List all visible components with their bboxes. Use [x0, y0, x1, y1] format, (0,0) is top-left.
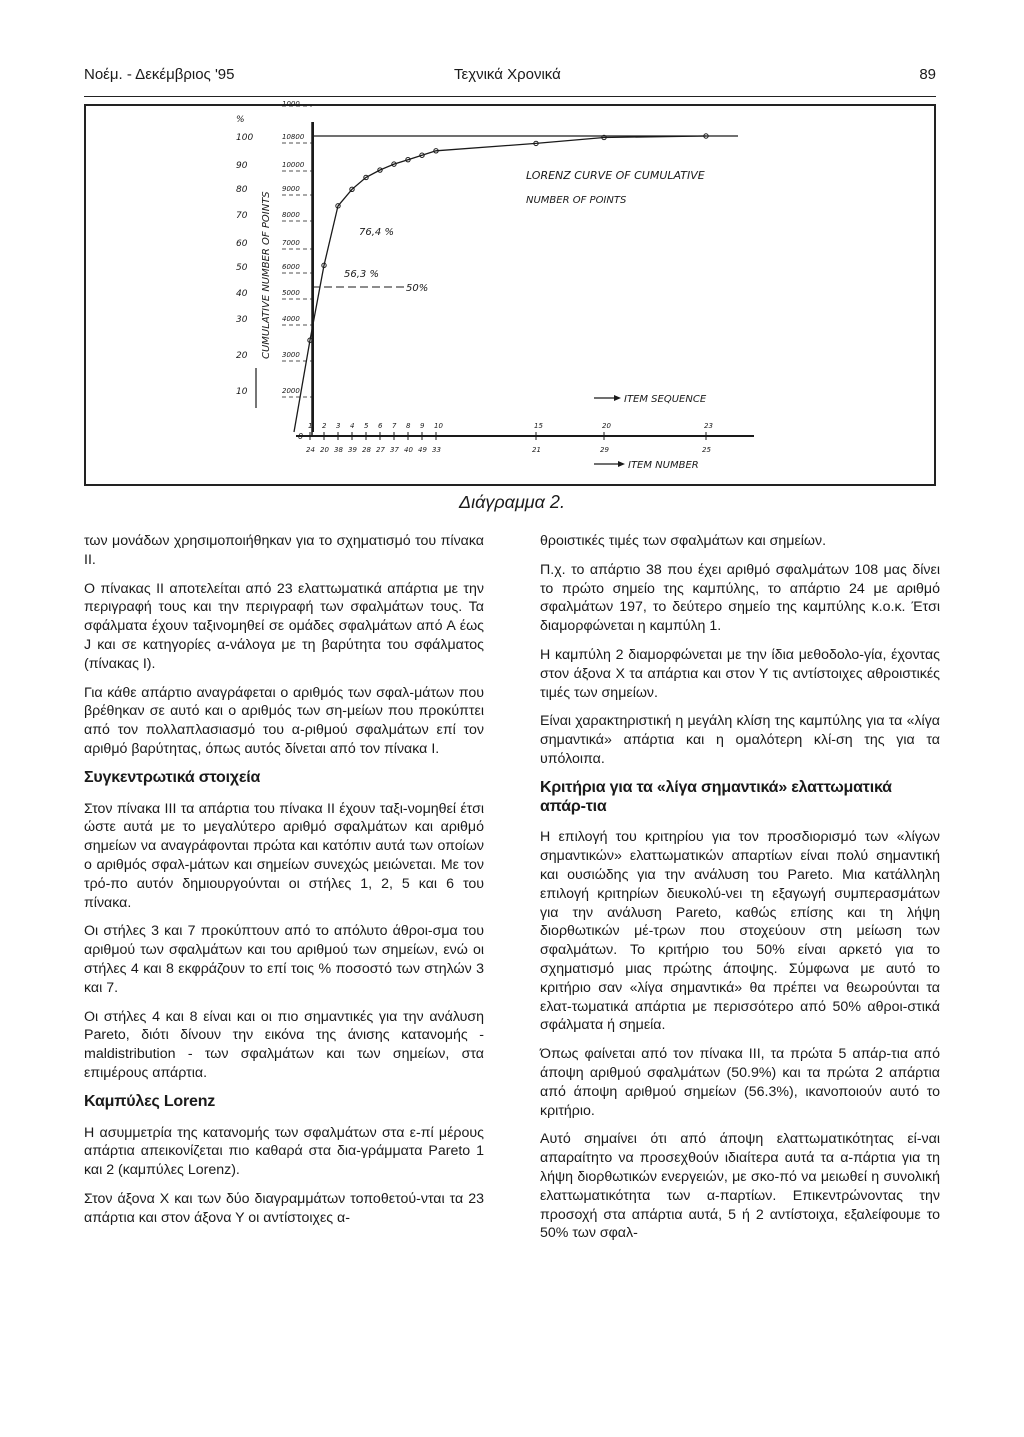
- right-paragraph-4: Είναι χαρακτηριστική η μεγάλη κλίση της καμπύλης για τα «λίγα σημαντικά» απάρτια και η ομαλότερη κλί-ση της για τα υπόλοιπα.: [540, 713, 940, 767]
- item-number-label: ITEM NUMBER: [628, 460, 699, 471]
- item-number-arrowhead: [618, 461, 625, 467]
- left-paragraph-3: Για κάθε απάρτιο αναγράφεται ο αριθμός των σφαλ-μάτων που βρέθηκαν σε αυτό και ο αριθμός των ση-μείων που προκύπτει από τον πολλαπλασιασμό του α-ριθμού σφαλμάτων επί τον αριθμό βαρύτητας, όπως αυτός δίνεται από τον πίνακα Ι.: [84, 684, 484, 757]
- y-count-tick: 1000: [282, 100, 300, 108]
- y-percent-tick: 20: [236, 351, 248, 361]
- x-sequence-tick: 5: [364, 422, 369, 430]
- y-count-tick: 10800: [282, 133, 305, 141]
- x-sequence-tick: 15: [534, 422, 543, 430]
- item-sequence-legend: [594, 394, 707, 405]
- right-paragraph-7: Αυτό σημαίνει ότι από άποψη ελαττωματικότητας εί-ναι απαραίτητο να προσεχθούν ιδιαίτερα αυτά τα α-πάρτια για τη λήψη διορθωτικών ενεργειών, με σκο-πό να μειωθεί η συνολική ελαττωματικότητα των α-παρτίων. Επικεντρώνοντας την προσοχή στα απάρτια αυτά, 5 ή 2 αντίστοιχα, εξαλείφουμε το 50% των σφαλ-: [540, 1131, 940, 1242]
- y-count-tick: 6000: [282, 263, 300, 271]
- y-percent-tick: 90: [236, 161, 248, 171]
- curve-points: [308, 134, 708, 343]
- y-percent-tick: 100: [236, 133, 254, 143]
- right-column: [540, 532, 940, 1253]
- y-percent-tick: %: [236, 115, 245, 125]
- left-column: [84, 532, 484, 1238]
- left-paragraph-4: Στον πίνακα ΙΙΙ τα απάρτια του πίνακα ΙΙ έχουν ταξι-νομηθεί έτσι ώστε αυτά με το μεγαλύτερο αριθμό σφαλμάτων και αριθμό σημείων να αναγράφονται πρώτα και κατόπιν αυτά των οποίων ο αριθμός σφαλ-μάτων και σημείων συνεχώς μειώνεται. Με τον τρό-πο αυτόν δημιουργούνται οι στήλες 1, 2, 5 και 6 του πίνακα.: [84, 800, 484, 911]
- x-number-tick: 49: [418, 446, 427, 454]
- x-sequence-tick: 20: [602, 422, 611, 430]
- x-number-tick: 28: [362, 446, 371, 454]
- annotation-50: 50%: [406, 283, 429, 294]
- y-count-tick: 10000: [282, 161, 305, 169]
- y-count-tick: 7000: [282, 239, 300, 247]
- y-percent-tick: 70: [236, 211, 248, 221]
- figure-caption: Διάγραμμα 2.: [459, 492, 565, 512]
- right-paragraph-6: Όπως φαίνεται από τον πίνακα ΙΙΙ, τα πρώτα 5 απάρ-τια από άποψη αριθμού σφαλμάτων (50.9%) και τα πρώτα 2 απάρτια από άποψη αριθμού σημείων (56.3%), ικανοποιούν αυτό το κριτήριο.: [540, 1046, 940, 1119]
- x-sequence-tick: 6: [378, 422, 383, 430]
- x-sequence-tick: 10: [434, 422, 443, 430]
- x-number-tick: 33: [432, 446, 441, 454]
- section-heading-criteria: Κριτήρια για τα «λίγα σημαντικά» ελαττωματικά απάρ-τια: [540, 778, 892, 815]
- running-header: [84, 66, 940, 90]
- y-percent-tick: 30: [236, 315, 248, 325]
- x-number-tick: 21: [532, 446, 541, 454]
- left-paragraph-2: Ο πίνακας ΙΙ αποτελείται από 23 ελαττωματικά απάρτια με την περιγραφή τους και την περιγραφή των σφαλμάτων τους. Τα σφάλματα έχουν ταξινομηθεί σε ομάδες σφαλμάτων από Α έως J και σε κατηγορίες α-νάλογα με τη βαρύτητα του σφάλματος (πίνακας Ι).: [84, 580, 484, 672]
- header-issue-date: Νοέμ. - Δεκέμβριος '95: [84, 66, 235, 83]
- legend-line-1: LORENZ CURVE OF CUMULATIVE: [526, 169, 705, 182]
- x-sequence-tick: 2: [322, 422, 327, 430]
- annotation-56: 56,3 %: [344, 269, 379, 280]
- x-axis-ticks: [306, 422, 713, 454]
- item-sequence-arrowhead: [614, 395, 621, 401]
- y-percent-tick: 50: [236, 263, 248, 273]
- annotation-76: 76,4 %: [359, 227, 394, 238]
- y-count-tick: 2000: [282, 387, 300, 395]
- x-number-tick: 24: [306, 446, 315, 454]
- y-count-tick: 3000: [282, 351, 300, 359]
- y-count-tick: 4000: [282, 315, 300, 323]
- x-sequence-tick: 8: [406, 422, 411, 430]
- x-number-tick: 38: [334, 446, 343, 454]
- legend-line-2: NUMBER OF POINTS: [526, 195, 627, 206]
- x-number-tick: 40: [404, 446, 413, 454]
- x-sequence-tick: 4: [350, 422, 355, 430]
- y-percent-tick: 80: [236, 185, 248, 195]
- left-paragraph-1: των μονάδων χρησιμοποιήθηκαν για το σχηματισμό του πίνακα ΙΙ.: [84, 533, 484, 568]
- x-number-tick: 27: [376, 446, 385, 454]
- section-heading-summary: Συγκεντρωτικά στοιχεία: [84, 768, 261, 786]
- header-page-number: 89: [919, 66, 936, 83]
- x-sequence-tick: 3: [336, 422, 341, 430]
- x-number-tick: 39: [348, 446, 357, 454]
- right-paragraph-2: Π.χ. το απάρτιο 38 που έχει αριθμό σφαλμάτων 108 μας δίνει το πρώτο σημείο της καμπύλης, το απάρτιο 24 με αριθμό σφαλμάτων 197, το δεύτερο σημείο της καμπύλης κ.ο.κ. Έτσι διαμορφώνεται η καμπύλη 1.: [540, 561, 940, 635]
- x-number-tick: 20: [320, 446, 329, 454]
- y-percent-tick: 60: [236, 239, 248, 249]
- x-sequence-tick: 7: [392, 422, 397, 430]
- section-heading-lorenz: Καμπύλες Lorenz: [84, 1092, 216, 1110]
- lorenz-figure: [84, 100, 936, 486]
- x-number-tick: 25: [702, 446, 711, 454]
- y-count-tick: 9000: [282, 185, 300, 193]
- left-paragraph-7: Η ασυμμετρία της κατανομής των σφαλμάτων στα ε-πί μέρους απάρτια απεικονίζεται πιο καθαρά στα δια-γράμματα Pareto 1 και 2 (καμπύλες Lorenz).: [84, 1124, 484, 1179]
- left-paragraph-5: Οι στήλες 3 και 7 προκύπτουν από το απόλυτο άθροι-σμα του αριθμού των σφαλμάτων και του αριθμού των σημείων, ενώ οι στήλες 4 και 8 εκφράζουν το επί τοις % ποσοστό των στηλών 3 και 7.: [84, 923, 484, 996]
- left-paragraph-6: Οι στήλες 4 και 8 είναι και οι πιο σημαντικές για την ανάλυση Pareto, διότι δίνουν την εικόνα της άνισης κατανομής - maldistribution - των σφαλμάτων και των σημείων, στα επιμέρους απάρτια.: [84, 1008, 484, 1081]
- left-paragraph-8: Στον άξονα Χ και των δύο διαγραμμάτων τοποθετού-νται τα 23 απάρτια και στον άξονα Υ οι αντίστοιχες α-: [84, 1190, 484, 1226]
- lorenz-chart: [86, 100, 934, 484]
- y-percent-tick: 10: [236, 387, 248, 397]
- item-sequence-label: ITEM SEQUENCE: [624, 394, 707, 405]
- x-sequence-tick: 1: [308, 422, 313, 430]
- x-number-tick: 29: [600, 446, 609, 454]
- header-rule: [84, 96, 936, 97]
- ylabel-vertical: CUMULATIVE NUMBER OF POINTS: [261, 191, 272, 359]
- x-number-tick: 37: [390, 446, 399, 454]
- y-count-tick: 8000: [282, 211, 300, 219]
- y-percent-tick: 40: [236, 289, 248, 299]
- right-paragraph-1: θροιστικές τιμές των σφαλμάτων και σημείων.: [540, 533, 827, 549]
- origin-label: 0: [298, 432, 304, 441]
- right-paragraph-3: Η καμπύλη 2 διαμορφώνεται με την ίδια μεθοδολο-γία, έχοντας στον άξονα Χ τα απάρτια και στον Υ τις αντίστοιχες αθροιστικές τιμές των σημείων.: [540, 646, 940, 701]
- x-sequence-tick: 23: [704, 422, 713, 430]
- x-sequence-tick: 9: [420, 422, 425, 430]
- y-axis-ticks: [236, 100, 312, 397]
- header-journal-title: Τεχνικά Χρονικά: [454, 66, 561, 83]
- right-paragraph-5: Η επιλογή του κριτηρίου για τον προσδιορισμό των «λίγων σημαντικών» ελαττωματικών απαρτίων είναι πολύ σημαντική και ουσιώδης για την ανάλυση του Pareto. Μια κατάλληλη επιλογή κριτηρίων διευκολύ-νει τη εξαγωγή συμπερασμάτων για την ανάλυση Pareto, καθώς επίσης και τη λήψη διορθωτικών μέ-τρων που στοχεύουν στη μείωση των σφαλμάτων. Το κριτήριο του 50% είναι αρκετό για το σχηματισμό μιας πρώτης άποψης. Σύμφωνα με αυτό το κριτήριο σαν «λίγα σημαντικά» θα πρέπει να θεωρούνται τα ελατ-τωματικά απάρτια με περισσότερο από 50% αθροι-στικά σφάλματα ή σημεία.: [540, 829, 940, 1034]
- item-number-legend: [594, 460, 699, 471]
- y-count-tick: 5000: [282, 289, 300, 297]
